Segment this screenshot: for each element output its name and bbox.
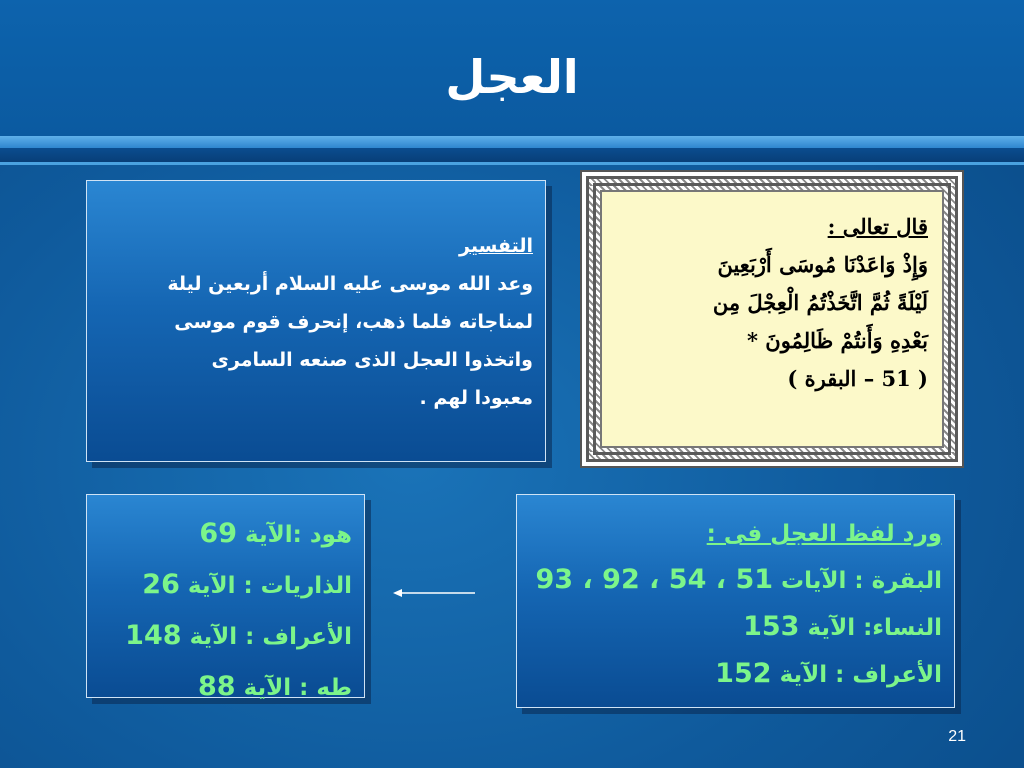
quran-heading: قال تعالى : [827,214,928,239]
ayah-number: 26 [142,569,180,600]
tafsir-line: لمناجاته فلما ذهب، إنحرف قوم موسى [174,311,533,333]
quran-verse [600,190,944,448]
ayah-number: 69 [199,518,237,549]
occurrences-panel [516,494,955,708]
surah-label: الذاريات : الآية [187,573,352,599]
divider-dark [0,148,1024,162]
verse-reference: ( 51 – البقرة ) [787,366,928,391]
left-arrow-icon [393,586,475,600]
surah-references-panel [86,494,365,702]
page-number: 21 [948,728,966,745]
divider-accent [0,162,1024,165]
divider-light [0,136,1024,148]
occurrence-row [527,557,942,604]
surah-label: الأعراف : الآية [779,662,942,688]
tafsir-line: وعد الله موسى عليه السلام أربعين ليلة [167,273,533,295]
surah-label: البقرة : الآيات [781,568,942,594]
surah-row [97,560,352,611]
verse-line: لَيْلَةً ثُمَّ اتَّخَذْتُمُ الْعِجْلَ مِن [712,290,928,315]
surah-label: طه : الآية [243,675,352,701]
verse-line: بَعْدِهِ وَأَنتُمْ ظَالِمُونَ * [747,328,928,353]
surah-label: الأعراف : الآية [189,624,352,650]
slide-title: العجل [445,50,579,104]
tafsir-panel [86,180,546,462]
surah-row [97,509,352,560]
tafsir-line: معبودا لهم . [419,387,533,409]
ayah-number: 152 [715,658,772,689]
ayah-number: 148 [125,620,182,651]
tafsir-heading: التفسير [459,235,533,257]
surah-row [97,611,352,662]
ayah-number: 88 [197,671,236,702]
ayah-number: 153 [743,611,800,642]
surah-row [97,662,352,713]
surah-label: النساء: الآية [807,615,942,641]
quran-verse-frame [580,170,964,468]
verse-line: وَإِذْ وَاعَدْنَا مُوسَى أَرْبَعِينَ [717,252,928,277]
surah-label: هود :الآية [245,522,352,548]
ayah-numbers: 51 ، 54 ، 92 ، 93 [535,564,774,595]
tafsir-line: واتخذوا العجل الذى صنعه السامرى [211,349,533,371]
occurrence-row [527,651,942,698]
occurrence-row [527,604,942,651]
occurrences-heading: ورد لفظ العجل فى : [706,521,942,547]
